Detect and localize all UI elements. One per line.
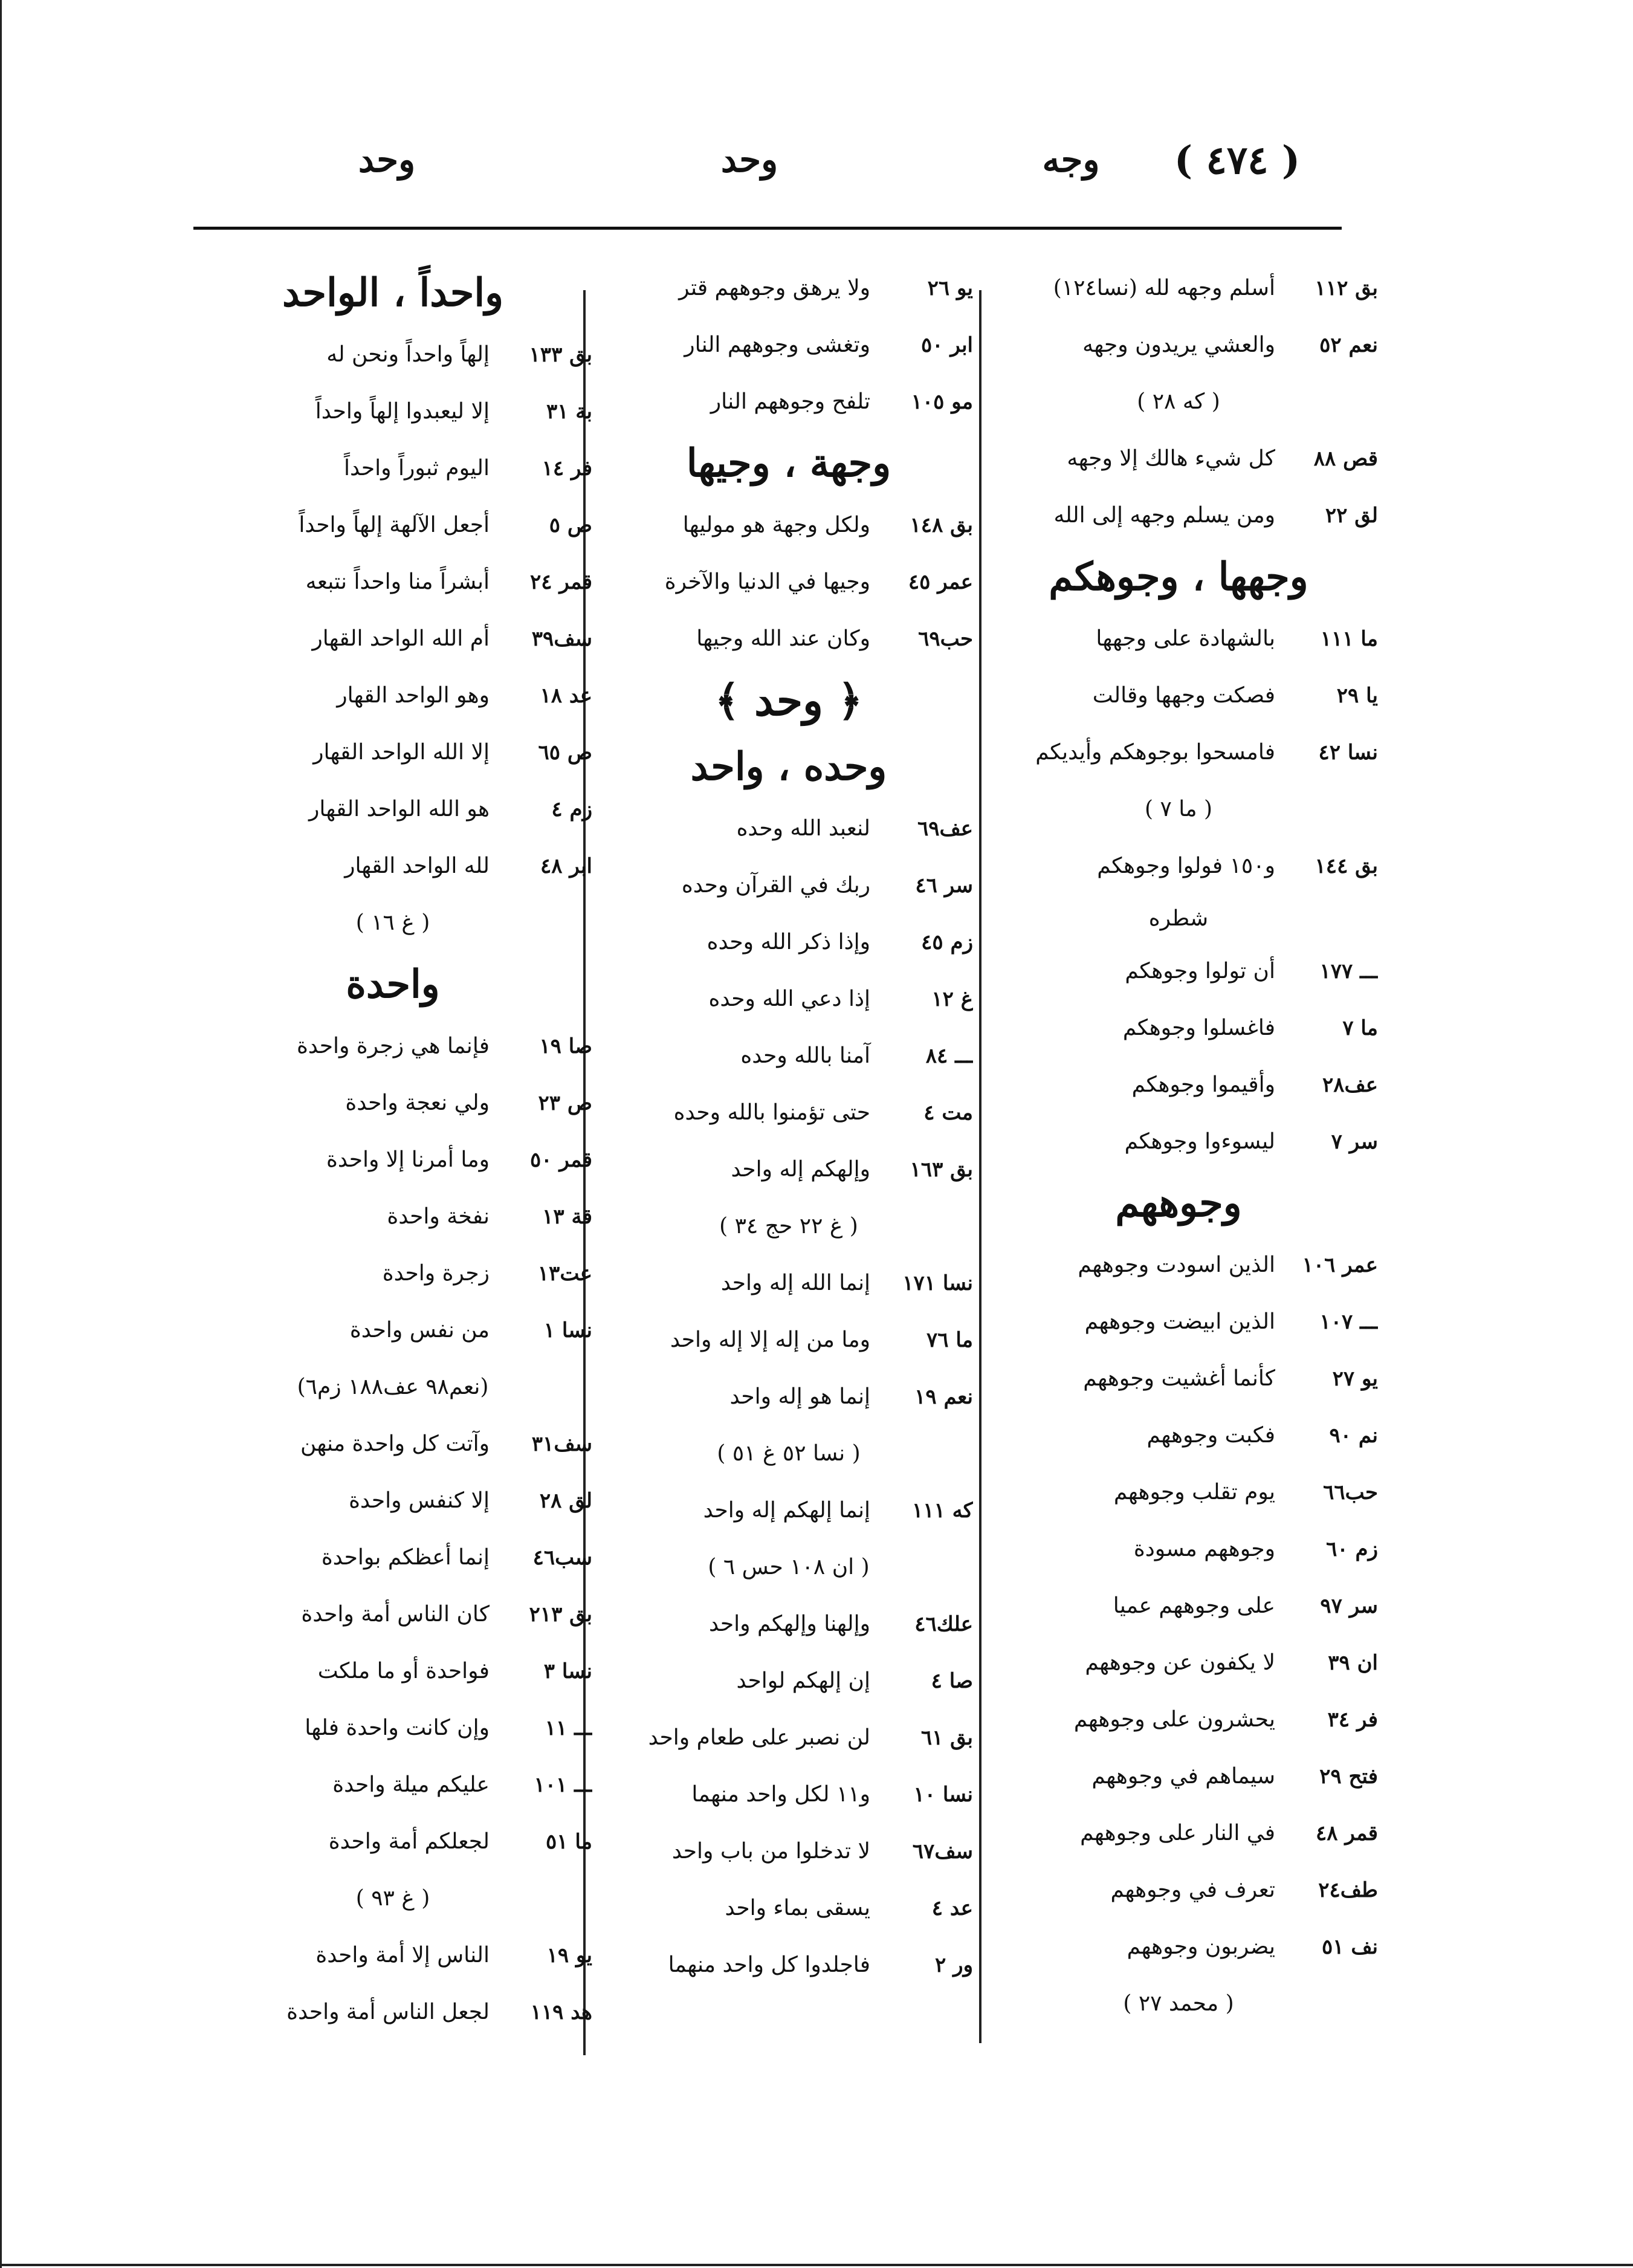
index-entry [979,1919,1378,1975]
index-entry [979,667,1378,724]
verse-fragment: كأنما أغشيت وجوههم [1083,1366,1275,1391]
verse-fragment: زجرة واحدة [382,1261,490,1286]
verse-reference: بق ١٦٣ [910,1158,973,1182]
verse-reference: ما ١١١ [1320,627,1378,651]
verse-fragment: والعشي يريدون وجهه [1082,332,1275,357]
verse-reference: صا ٤ [931,1669,973,1693]
verse-fragment: وآتت كل واحدة منهن [300,1431,490,1456]
index-entry [193,1473,592,1529]
index-entry [193,1757,592,1813]
index-entry [979,1521,1378,1578]
verse-fragment: حتى تؤمنوا بالله وحده [673,1100,870,1125]
index-entry [604,1937,973,1994]
middle-column [604,260,973,1994]
verse-fragment: على وجوههم عميا [1113,1593,1275,1618]
verse-reference: نف ٥١ [1321,1935,1378,1959]
verse-fragment: وما من إله إلا إله واحد [670,1327,870,1352]
verse-reference: لق ٢٨ [539,1489,592,1513]
verse-fragment: إذا دعي الله وحده [708,987,870,1011]
index-entry [979,260,1378,317]
verse-reference: زم ٤٥ [921,930,973,954]
header-word-right: وجه [1042,139,1100,180]
index-entry [604,1482,973,1539]
verse-reference: بة ٣١ [546,400,592,424]
verse-reference: سب٤٦ [532,1546,592,1570]
verse-reference: غ ١٢ [931,987,973,1011]
verse-fragment: وما أمرنا إلا واحدة [326,1147,490,1172]
verse-fragment: الذين ابيضت وجوههم [1084,1309,1275,1334]
index-entry [604,1028,973,1084]
verse-fragment: لا يكفون عن وجوههم [1085,1650,1275,1675]
cross-reference-note: ( غ ١٦ ) [355,910,430,935]
verse-reference: ص ٦٥ [538,740,592,765]
verse-fragment: لنعبد الله وحده [736,816,870,841]
verse-reference: عد ١٨ [540,684,592,708]
verse-fragment: ولكل وجهة هو موليها [682,513,870,537]
index-entry [193,1132,592,1188]
index-entry [604,374,973,430]
index-entry [193,1984,592,2041]
section-heading: وجهها ، وجوهكم [1049,554,1308,600]
index-entry [604,317,973,374]
index-entry [979,487,1378,544]
verse-reference: ان ٣٩ [1328,1651,1378,1675]
verse-reference: ـــ ١١ [545,1716,592,1740]
cross-reference-note: ( غ ٢٢ حج ٣٤ ) [719,1214,858,1239]
verse-reference: نسا ١٧١ [902,1271,973,1295]
verse-reference: يو ٢٧ [1332,1367,1378,1391]
verse-reference: نسا ٣ [543,1659,592,1683]
verse-fragment: إنما الله إله واحد [720,1271,870,1295]
index-entry [979,1862,1378,1919]
verse-reference: بق ١٤٤ [1314,854,1378,878]
verse-reference: عت١٣ [537,1262,592,1286]
verse-reference: عمر ١٠٦ [1302,1253,1378,1277]
verse-reference: ما ٥١ [546,1830,592,1854]
verse-reference: عف٦٩ [917,817,973,841]
cross-reference-note: ( كه ٢٨ ) [1137,389,1220,414]
verse-reference: سف٦٧ [912,1839,973,1864]
verse-fragment: ربك في القرآن وحده [681,873,870,898]
verse-fragment: إنما هو إله واحد [729,1384,870,1409]
verse-reference: حب٦٦ [1323,1480,1378,1505]
index-entry [604,1255,973,1312]
index-entry [193,1416,592,1473]
index-entry [604,611,973,667]
index-entry [193,1700,592,1757]
index-entry [193,667,592,724]
index-entry [604,1766,973,1823]
index-entry [979,1464,1378,1521]
verse-reference: قمر ٥٠ [529,1148,592,1172]
verse-reference: بق ١٤٨ [910,513,973,537]
index-entry [193,1927,592,1984]
verse-fragment: لجعل الناس أمة واحدة [286,2000,490,2024]
section-heading: وجهة ، وجيها [686,441,891,486]
index-entry [604,260,973,317]
verse-reference: بق ٢١٣ [529,1602,592,1627]
verse-reference: نسا ١٠ [913,1783,973,1807]
verse-fragment: لله الواحد القهار [344,854,490,878]
verse-fragment: عليكم ميلة واحدة [332,1772,490,1797]
verse-fragment: وجوههم مسودة [1133,1537,1275,1561]
verse-reference: نعم ١٩ [914,1385,973,1409]
verse-fragment: إلا ليعبدوا إلهاً واحداً [315,399,490,424]
verse-fragment: وأقيموا وجوهكم [1131,1072,1275,1097]
verse-fragment: تلفح وجوههم النار [710,389,870,414]
verse-fragment: بالشهادة على وجهها [1096,626,1275,651]
verse-reference: قمر ٤٨ [1315,1821,1378,1845]
verse-fragment: أن تولوا وجوهكم [1125,959,1275,983]
verse-reference: بق ٦١ [920,1726,973,1750]
entry-continuation: شطره [1148,906,1209,931]
index-entry [193,497,592,554]
verse-reference: بق ١١٢ [1314,276,1378,300]
index-entry [193,1018,592,1075]
verse-reference: فتح ٢٩ [1319,1764,1378,1789]
verse-reference: ما ٧٦ [926,1328,973,1352]
page-frame-left-edge [0,0,2,2268]
verse-reference: قمر ٢٤ [529,570,592,594]
verse-reference: قص ٨٨ [1313,447,1378,471]
verse-fragment: أبشراً منا واحداً نتبعه [305,569,490,594]
verse-reference: ص ٥ [549,513,592,537]
verse-reference: ص ٢٣ [538,1091,592,1115]
verse-reference: حب٦٩ [918,627,973,651]
verse-fragment: ولا يرهق وجوههم قتر [679,276,870,300]
index-entry [604,1369,973,1425]
verse-fragment: إلهاً واحداً ونحن له [326,342,490,367]
page-frame-bottom-edge [0,2264,1633,2266]
index-entry [979,1805,1378,1862]
cross-reference-note: ( محمد ٢٧ ) [1123,1991,1234,2016]
verse-reference: نسا ٤٢ [1318,740,1378,765]
verse-fragment: وإلهكم إله واحد [731,1157,870,1182]
verse-reference: فر ١٤ [542,456,592,481]
index-entry [979,1635,1378,1691]
left-column [193,260,592,2041]
verse-fragment: آمنا بالله وحده [740,1043,870,1068]
index-entry [193,781,592,838]
verse-fragment: الناس إلا أمة واحدة [315,1943,490,1968]
verse-fragment: وإذا ذكر الله وحده [707,930,870,954]
index-entry [193,724,592,781]
verse-reference: ابر ٤٨ [540,854,592,878]
verse-fragment: لجعلكم أمة واحدة [328,1829,490,1854]
verse-reference: طف٢٤ [1318,1878,1378,1902]
verse-fragment: نفخة واحدة [387,1204,490,1229]
verse-fragment: تعرف في وجوههم [1110,1878,1275,1902]
index-entry [604,1880,973,1937]
section-heading: وحده ، واحد [690,744,887,789]
index-entry [193,611,592,667]
index-entry [979,1000,1378,1057]
verse-fragment: إن إلهكم لواحد [736,1668,870,1693]
verse-fragment: يضربون وجوههم [1127,1934,1275,1959]
index-entry [604,800,973,857]
verse-fragment: ولي نعجة واحدة [345,1090,490,1115]
index-entry [193,1188,592,1245]
index-entry [193,838,592,895]
index-entry [979,943,1378,1000]
page-header [0,0,1633,230]
verse-fragment: في النار على وجوههم [1080,1821,1275,1845]
verse-fragment: وهو الواحد القهار [337,683,490,708]
verse-fragment: فواحدة أو ما ملكت [317,1659,490,1683]
header-word-left: وحد [358,139,416,180]
verse-fragment: يوم تقلب وجوههم [1113,1480,1275,1505]
verse-fragment: ليسوءوا وجوهكم [1124,1129,1275,1154]
index-entry [193,1302,592,1359]
verse-reference: عمر ٤٥ [908,570,973,594]
right-column [979,260,1378,2032]
header-rule [193,227,1342,230]
verse-fragment: فصكت وجهها وقالت [1092,683,1275,708]
index-entry [193,1643,592,1700]
verse-fragment: اليوم ثبوراً واحداً [343,456,490,481]
index-entry [979,430,1378,487]
verse-fragment: فاغسلوا وجوهكم [1122,1016,1275,1040]
index-entry [604,1596,973,1653]
verse-reference: يا ٢٩ [1336,684,1378,708]
verse-reference: ـــ ٨٤ [925,1044,973,1068]
verse-reference: عد ٤ [931,1896,973,1920]
verse-fragment: من نفس واحدة [349,1318,490,1343]
index-entry [979,611,1378,667]
verse-reference: قة ١٣ [542,1205,592,1229]
verse-fragment: كل شيء هالك إلا وجهه [1067,446,1275,471]
verse-reference: ـــ ١٧٧ [1319,959,1378,983]
index-entry [604,1141,973,1198]
cross-reference-note: ( ما ٧ ) [1144,797,1213,821]
verse-reference: ابر ٥٠ [920,333,973,357]
verse-fragment: فإنما هي زجرة واحدة [296,1034,490,1058]
header-word-middle: وحد [720,139,778,180]
index-entry [979,317,1378,374]
verse-reference: نسا ١ [543,1318,592,1343]
index-entry [193,1529,592,1586]
cross-reference-note: ( نسا ٥٢ غ ٥١ ) [717,1441,861,1466]
cross-reference-note: ( ان ١٠٨ حس ٦ ) [708,1555,870,1580]
verse-reference: صا ١٩ [539,1034,592,1058]
verse-reference: يو ٢٦ [927,276,973,300]
section-heading: وجوههم [1115,1181,1242,1226]
index-entry [979,1350,1378,1407]
index-entry [979,838,1378,895]
index-entry [604,497,973,554]
verse-fragment: و١١ لكل واحد منهما [691,1782,870,1807]
verse-reference: ـــ ١٠١ [534,1773,592,1797]
verse-reference: زم ٤ [551,797,592,821]
index-entry [604,857,973,914]
verse-reference: سف٣٩ [531,627,592,651]
verse-fragment: يسقى بماء واحد [725,1896,870,1920]
verse-reference: مو ١٠٥ [911,390,973,414]
verse-fragment: وتغشى وجوههم النار [684,332,870,357]
index-entry [193,383,592,440]
verse-reference: مت ٤ [923,1101,973,1125]
section-heading: واحدة [346,962,440,1007]
verse-reference: سر ٧ [1331,1130,1378,1154]
verse-reference: ـــ ١٠٧ [1319,1310,1378,1334]
index-entry [193,1586,592,1643]
verse-fragment: وإن كانت واحدة فلها [305,1716,490,1740]
index-entry [979,1057,1378,1113]
verse-fragment: فاجلدوا كل واحد منهما [668,1952,870,1977]
root-heading: ﴿ وحد ﴾ [714,675,863,725]
verse-reference: علك٤٦ [914,1612,973,1636]
verse-fragment: الذين اسودت وجوههم [1078,1252,1275,1277]
verse-reference: سر ٩٧ [1320,1594,1378,1618]
index-entry [193,440,592,497]
verse-fragment: لن نصبر على طعام واحد [648,1725,870,1750]
verse-fragment: و١٥٠ فولوا وجوهكم [1097,854,1275,878]
verse-fragment: كان الناس أمة واحدة [301,1602,490,1627]
verse-reference: كه ١١١ [911,1498,973,1523]
verse-fragment: إنما إلهكم إله واحد [703,1498,870,1523]
verse-reference: فر ٣٤ [1327,1708,1378,1732]
index-entry [604,971,973,1028]
verse-fragment: ومن يسلم وجهه إلى الله [1053,503,1275,528]
verse-fragment: أم الله الواحد القهار [312,626,490,651]
verse-fragment: يحشرون على وجوههم [1073,1707,1275,1732]
verse-fragment: إلا كنفس واحدة [349,1488,490,1513]
index-entry [604,1312,973,1369]
verse-fragment: أسلم وجهه لله (نسا١٢٤) [1053,276,1275,300]
verse-reference: بق ١٣٣ [529,343,592,367]
index-entry [979,1294,1378,1350]
verse-fragment: فامسحوا بوجوهكم وأيديكم [1035,740,1275,765]
verse-fragment: وكان عند الله وجيها [696,626,870,651]
verse-fragment: وجيها في الدنيا والآخرة [664,569,870,594]
verse-reference: زم ٦٠ [1326,1537,1378,1561]
index-entry [193,1245,592,1302]
page-number: ( ٤٧٤ ) [1174,138,1301,183]
index-entry [604,1709,973,1766]
index-entry [604,914,973,971]
index-entry [979,1237,1378,1294]
index-entry [604,1823,973,1880]
index-entry [193,1075,592,1132]
verse-fragment: أجعل الآلهة إلهاً واحداً [299,513,490,537]
index-entry [604,1653,973,1709]
index-entry [193,554,592,611]
verse-reference: ما ٧ [1342,1016,1378,1040]
verse-reference: نعم ٥٢ [1319,333,1378,357]
index-entry [979,1748,1378,1805]
cross-reference-note: (نعم٩٨ عف١٨٨ زم٦) [297,1375,489,1399]
index-entry [604,554,973,611]
index-entry [193,326,592,383]
index-entry [979,1578,1378,1635]
verse-reference: يو ١٩ [546,1943,592,1968]
verse-fragment: وإلهنا وإلهكم واحد [709,1612,870,1636]
verse-fragment: فكبت وجوههم [1146,1423,1275,1448]
index-entry [979,724,1378,781]
index-entry [979,1407,1378,1464]
section-heading: واحداً ، الواحد [282,270,504,316]
verse-reference: لق ٢٢ [1325,504,1378,528]
index-entry [604,1084,973,1141]
index-entry [979,1691,1378,1748]
verse-fragment: لا تدخلوا من باب واحد [671,1839,870,1864]
verse-reference: عف٢٨ [1322,1073,1378,1097]
index-entry [193,1813,592,1870]
verse-fragment: سيماهم في وجوههم [1091,1764,1275,1789]
verse-reference: سر ٤٦ [915,873,973,898]
cross-reference-note: ( غ ٩٣ ) [355,1886,430,1911]
verse-reference: سف٣١ [531,1432,592,1456]
index-entry [979,1113,1378,1170]
verse-fragment: إنما أعظكم بواحدة [321,1545,490,1570]
verse-reference: ور ٢ [935,1953,973,1977]
verse-reference: نم ٩٠ [1329,1424,1378,1448]
verse-fragment: هو الله الواحد القهار [309,797,490,821]
verse-fragment: إلا الله الواحد القهار [313,740,490,765]
verse-reference: هد ١١٩ [530,2000,592,2024]
